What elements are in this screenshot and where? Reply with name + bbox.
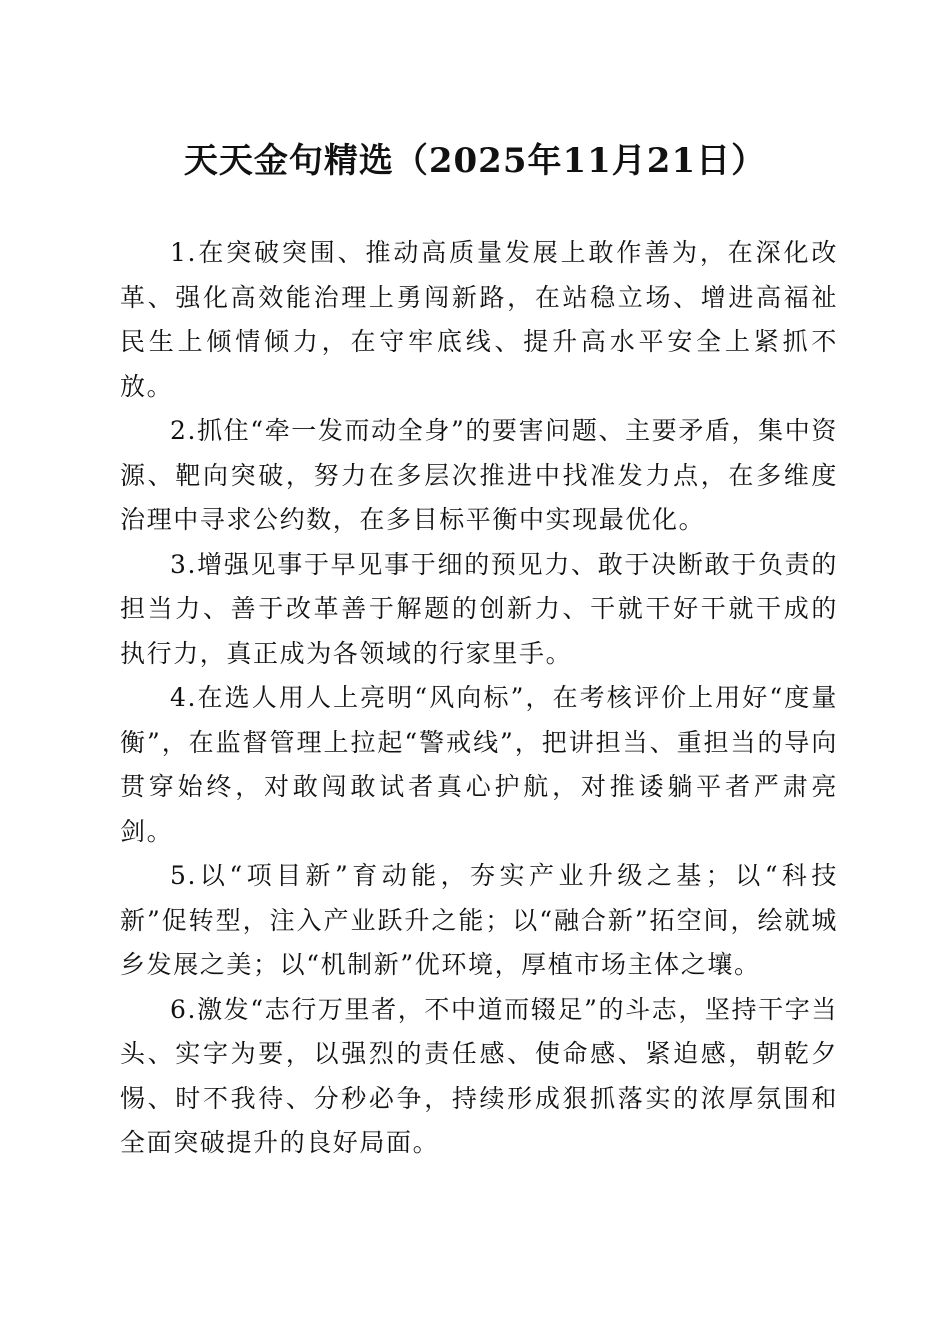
document-body (120, 231, 838, 1166)
paragraph-5: 5.以“项目新”育动能，夯实产业升级之基；以“科技新”促转型，注入产业跃升之能；以“融合新”拓空间，绘就城乡发展之美；以“机制新”优环境，厚植市场主体之壤。 (120, 861, 838, 979)
paragraph-1: 1.在突破突围、推动高质量发展上敢作善为，在深化改革、强化高效能治理上勇闯新路，在站稳立场、增进高福祉民生上倾情倾力，在守牢底线、提升高水平安全上紧抓不放。 (120, 238, 838, 401)
paragraph-2: 2.抓住“牵一发而动全身”的要害问题、主要矛盾，集中资源、靶向突破，努力在多层次推进中找准发力点，在多维度治理中寻求公约数，在多目标平衡中实现最优化。 (120, 416, 838, 534)
paragraph-4: 4.在选人用人上亮明“风向标”，在考核评价上用好“度量衡”，在监督管理上拉起“警戒线”，把讲担当、重担当的导向贯穿始终，对敢闯敢试者真心护航，对推诿躺平者严肃亮剑。 (120, 683, 838, 846)
page-title: 天天金句精选（2025年11月21日） (183, 141, 767, 181)
paragraph-6: 6.激发“志行万里者，不中道而辍足”的斗志，坚持干字当头、实字为要，以强烈的责任感、使命感、紧迫感，朝乾夕惕、时不我待、分秒必争，持续形成狠抓落实的浓厚氛围和全面突破提升的良好局面。 (120, 994, 838, 1157)
paragraph-3: 3.增强见事于早见事于细的预见力、敢于决断敢于负责的担当力、善于改革善于解题的创新力、干就干好干就干成的执行力，真正成为各领域的行家里手。 (120, 549, 838, 668)
